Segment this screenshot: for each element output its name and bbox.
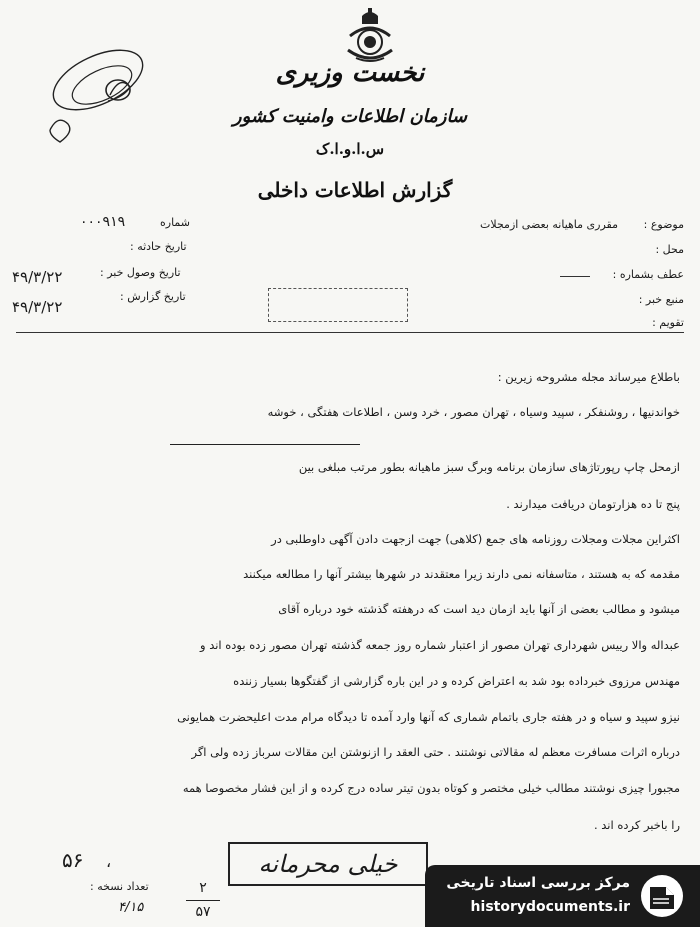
org-subtitle: سازمان اطلاعات وامنیت کشور <box>232 106 468 127</box>
body-line-11: درباره اثرات مسافرت معظم له مقالاتی نوشتند . حتی العقد را ازنوشتن این مقالات سرباز زده ولی اگر <box>191 745 680 759</box>
subject-label: موضوع : <box>643 218 684 231</box>
watermark-name: مرکز بررسی اسناد تاریخی <box>446 875 630 891</box>
reference-code: س.ا.و.ا.ک <box>315 140 385 158</box>
classification-stamp-text: خیلی محرمانه <box>258 850 398 878</box>
receipt-date-label: تاریخ وصول خبر : <box>100 266 181 279</box>
location-label: محل : <box>655 243 684 256</box>
incident-date-label: تاریخ حادثه : <box>130 240 187 253</box>
receipt-date-value: ۴۹/۳/۲۲ <box>12 268 63 286</box>
watermark-url: historydocuments.ir <box>470 899 630 915</box>
body-line-12: مجبورا چیزی نوشتند مطالب خیلی مختصر و کوتاه بدون تیتر ساده درج کرده و از این فشار مخصوصا همه <box>182 781 680 795</box>
page-number: ۵۶ <box>62 848 84 872</box>
body-line-1: باطلاع میرساند مجله مشروحه زیرین : <box>497 370 680 384</box>
source-label: منبع خبر : <box>638 293 684 306</box>
underline-mark <box>170 444 360 445</box>
report-date-value: ۴۹/۳/۲۲ <box>12 298 63 316</box>
attachment-dash <box>560 276 590 277</box>
body-line-7: میشود و مطالب بعضی از آنها باید ازمان دید است که درهفته گذشته خود درباره آقای <box>278 602 680 616</box>
subject-value: مقرری ماهیانه بعضی ازمجلات <box>480 218 618 231</box>
number-label: شماره <box>160 216 191 229</box>
attachment-label: عطف بشماره : <box>612 268 684 281</box>
number-value: ۰۰۰۹۱۹ <box>80 214 126 230</box>
body-line-8: عبداله والا رییس شهرداری تهران مصور از اعتبار شماره روز جمعه گذشته تهران مصور زده بوده اند و <box>199 638 680 652</box>
copies-label: تعداد نسخه : <box>90 880 149 893</box>
body-line-5: اکثراین مجلات ومجلات روزنامه های جمع (کلاهی) جهت ازجهت دادن آگهی داوطلبی در <box>271 532 680 546</box>
report-type-title: گزارش اطلاعات داخلی <box>257 178 453 202</box>
document-logo-icon <box>638 873 686 919</box>
header-separator <box>16 332 684 333</box>
signature-scribble <box>40 45 170 155</box>
body-line-9: مهندس مرزوی خبرداده بود شد به اعتراض کرده و در این باره گزارشی از گفتگوها بسیار زننده <box>233 674 680 688</box>
copies-handwritten: ۴/۱۵ <box>118 900 144 915</box>
lion-and-sun-emblem-icon <box>342 6 398 64</box>
body-line-2: خواندنیها ، روشنفکر ، سپید وسیاه ، تهران مصور ، خرد وسن ، اطلاعات هفتگی ، خوشه <box>267 405 680 419</box>
body-line-13: را باخبر کرده اند . <box>593 818 680 832</box>
report-date-label: تاریخ گزارش : <box>120 290 186 303</box>
copies-fraction-top: ۲ <box>199 880 207 896</box>
redacted-box <box>268 288 408 322</box>
body-line-3: ازمحل چاپ رپورتاژهای سازمان برنامه وبرگ سبز ماهیانه بطور مرتب مبلغی بین <box>298 460 680 474</box>
org-title: نخست وزیری <box>275 58 425 88</box>
assessment-label: تقویم : <box>652 316 684 329</box>
copies-fraction-line <box>186 900 220 901</box>
page-number-mark: ، <box>106 852 112 871</box>
body-line-10: نیزو سپید و سیاه و در هفته جاری باتمام شماری که آنها وارد آمده تا دیدگاه مرام مدت اعلیحضرت همایونی <box>177 710 680 724</box>
classification-stamp <box>228 842 428 886</box>
body-line-6: مقدمه که به هستند ، متاسفانه نمی دارند زیرا معتقدند در شهرها بیشتر آنها را مطالعه میکنند <box>243 567 680 581</box>
watermark-badge <box>425 865 700 927</box>
copies-fraction-bottom: ۵۷ <box>195 904 211 920</box>
body-line-4: پنج تا ده هزارتومان دریافت میدارند . <box>506 497 680 511</box>
